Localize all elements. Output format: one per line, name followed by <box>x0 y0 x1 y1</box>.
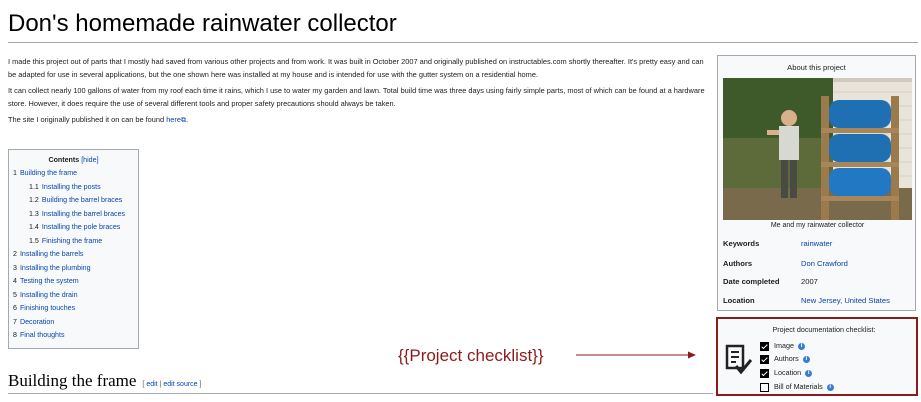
toc-link[interactable]: Installing the barrels <box>19 250 84 258</box>
source-paragraph: The site I originally published it on can be found here⧉. <box>8 115 189 124</box>
toc-number: 1.3 <box>29 209 39 218</box>
source-prefix: The site I originally published it on can be found <box>8 115 167 124</box>
toc-number: 1.5 <box>29 236 39 245</box>
infobox-key: Location <box>723 296 755 305</box>
source-link[interactable]: here <box>166 115 181 124</box>
toc-item[interactable] <box>9 181 138 195</box>
checklist-item-bill-of-materials[interactable] <box>760 380 834 393</box>
info-icon[interactable]: i <box>803 356 810 363</box>
infobox-row-location <box>723 293 913 309</box>
toc-item[interactable] <box>9 235 138 249</box>
toc-link[interactable]: Finishing touches <box>19 304 76 312</box>
checklist-item-image[interactable] <box>760 339 805 352</box>
photo-caption: Me and my rainwater collector <box>770 222 865 229</box>
infobox-key: Authors <box>723 259 753 268</box>
external-link-icon: ⧉ <box>180 117 186 124</box>
toc-item[interactable] <box>9 194 138 208</box>
infobox-value-link[interactable]: rainwater <box>801 239 833 248</box>
project-documentation-checklist <box>716 317 918 396</box>
checklist-item-label: Bill of Materials <box>774 382 823 391</box>
toc-link[interactable]: Installing the barrel braces <box>41 209 126 218</box>
page-title: Don's homemade rainwater collector <box>8 10 397 37</box>
project-photo[interactable] <box>723 78 912 220</box>
toc-number: 1 <box>13 169 17 177</box>
toc-link[interactable]: Building the frame <box>19 169 78 177</box>
intro-paragraph-1: I made this project out of parts that I mostly had saved from various other projects and from work. It was built in October 2007 and originally published on instructables.com shortly thereafter. It's pretty easy and can be adapted for use in several applications, but the one shown here was installed at my house and is intended for use with the gutter system on a residential home. <box>8 57 704 79</box>
infobox-value-link[interactable]: Don Crawford <box>801 259 848 268</box>
checklist-item-authors[interactable] <box>760 352 810 365</box>
toc-link[interactable]: Building the barrel braces <box>41 196 123 204</box>
toc-item[interactable] <box>9 302 138 316</box>
intro-text <box>8 55 713 130</box>
toc-number: 5 <box>13 290 17 299</box>
toc-number: 7 <box>13 317 17 326</box>
checklist-item-label: Location <box>774 368 802 377</box>
annotation-arrow-icon <box>576 350 696 360</box>
toc-link[interactable]: Installing the posts <box>41 182 101 191</box>
toc-link[interactable]: Installing the drain <box>19 290 78 299</box>
project-infobox <box>717 55 916 311</box>
title-divider <box>8 42 918 43</box>
toc-number: 1.1 <box>29 182 39 191</box>
toc-number: 3 <box>13 263 17 272</box>
toc-number: 1.2 <box>29 196 39 204</box>
toc-header <box>9 156 138 164</box>
toc-item[interactable] <box>9 208 138 222</box>
checklist-item-location[interactable] <box>760 366 812 379</box>
toc-link[interactable]: Installing the plumbing <box>19 263 91 272</box>
checklist-item-label: Image <box>774 341 794 350</box>
toc-item[interactable] <box>9 275 138 289</box>
infobox-key: Keywords <box>723 239 760 248</box>
project-photo-illustration <box>723 78 912 220</box>
edit-link[interactable]: edit <box>146 381 158 388</box>
infobox-value-link[interactable]: New Jersey, United States <box>801 296 890 305</box>
toc-number: 2 <box>13 250 17 258</box>
section-divider <box>8 393 713 394</box>
info-icon[interactable]: i <box>798 343 805 350</box>
infobox-key: Date completed <box>723 277 780 286</box>
toc-link[interactable]: Final thoughts <box>19 331 65 339</box>
section-title: Building the frame <box>8 371 137 390</box>
toc-link[interactable]: Decoration <box>19 317 55 326</box>
toc-item[interactable] <box>9 262 138 276</box>
toc-number: 6 <box>13 304 17 312</box>
checkbox-unchecked[interactable] <box>760 383 769 392</box>
toc-item[interactable] <box>9 167 138 181</box>
toc-link[interactable]: Installing the pole braces <box>41 223 121 231</box>
checkbox-checked[interactable] <box>760 355 769 364</box>
toc-link[interactable]: Finishing the frame <box>41 236 103 245</box>
toc-list <box>9 167 138 343</box>
checklist-item-label: Authors <box>774 354 799 363</box>
toc-number: 1.4 <box>29 223 39 231</box>
toc-item[interactable] <box>9 289 138 303</box>
intro-paragraph-2: It can collect nearly 100 gallons of water from my roof each time it rains, which I use to water my garden and lawn. Total build time was three days using fairly simple parts, most of which can be found at a hardware store. However, it does require the use of several different tools and proper safety precautions should always be taken. <box>8 86 705 108</box>
toc-number: 8 <box>13 331 17 339</box>
checklist-title: Project documentation checklist: <box>772 325 876 334</box>
infobox-row-keywords <box>723 236 913 252</box>
infobox-row-authors <box>723 256 913 272</box>
toc-item[interactable] <box>9 248 138 262</box>
toc-link[interactable]: Testing the system <box>19 277 79 285</box>
section-edit-links: [ edit | edit source ] <box>142 381 202 388</box>
info-icon[interactable]: i <box>827 384 834 391</box>
toc-title: Contents <box>48 156 80 164</box>
checklist-icon <box>724 344 752 376</box>
table-of-contents <box>8 149 139 349</box>
toc-item[interactable] <box>9 316 138 330</box>
infobox-row-date <box>723 274 913 290</box>
toc-item[interactable] <box>9 221 138 235</box>
section-heading <box>8 371 201 391</box>
checkbox-checked[interactable] <box>760 342 769 351</box>
toc-number: 4 <box>13 277 17 285</box>
edit-source-link[interactable]: edit source <box>163 381 198 388</box>
infobox-value: 2007 <box>801 277 818 286</box>
infobox-caption: About this project <box>787 63 846 72</box>
checkbox-checked[interactable] <box>760 369 769 378</box>
info-icon[interactable]: i <box>805 370 812 377</box>
toc-item[interactable] <box>9 329 138 343</box>
annotation-label: {{Project checklist}} <box>398 346 544 365</box>
toc-hide-toggle[interactable]: [hide] <box>81 156 99 164</box>
